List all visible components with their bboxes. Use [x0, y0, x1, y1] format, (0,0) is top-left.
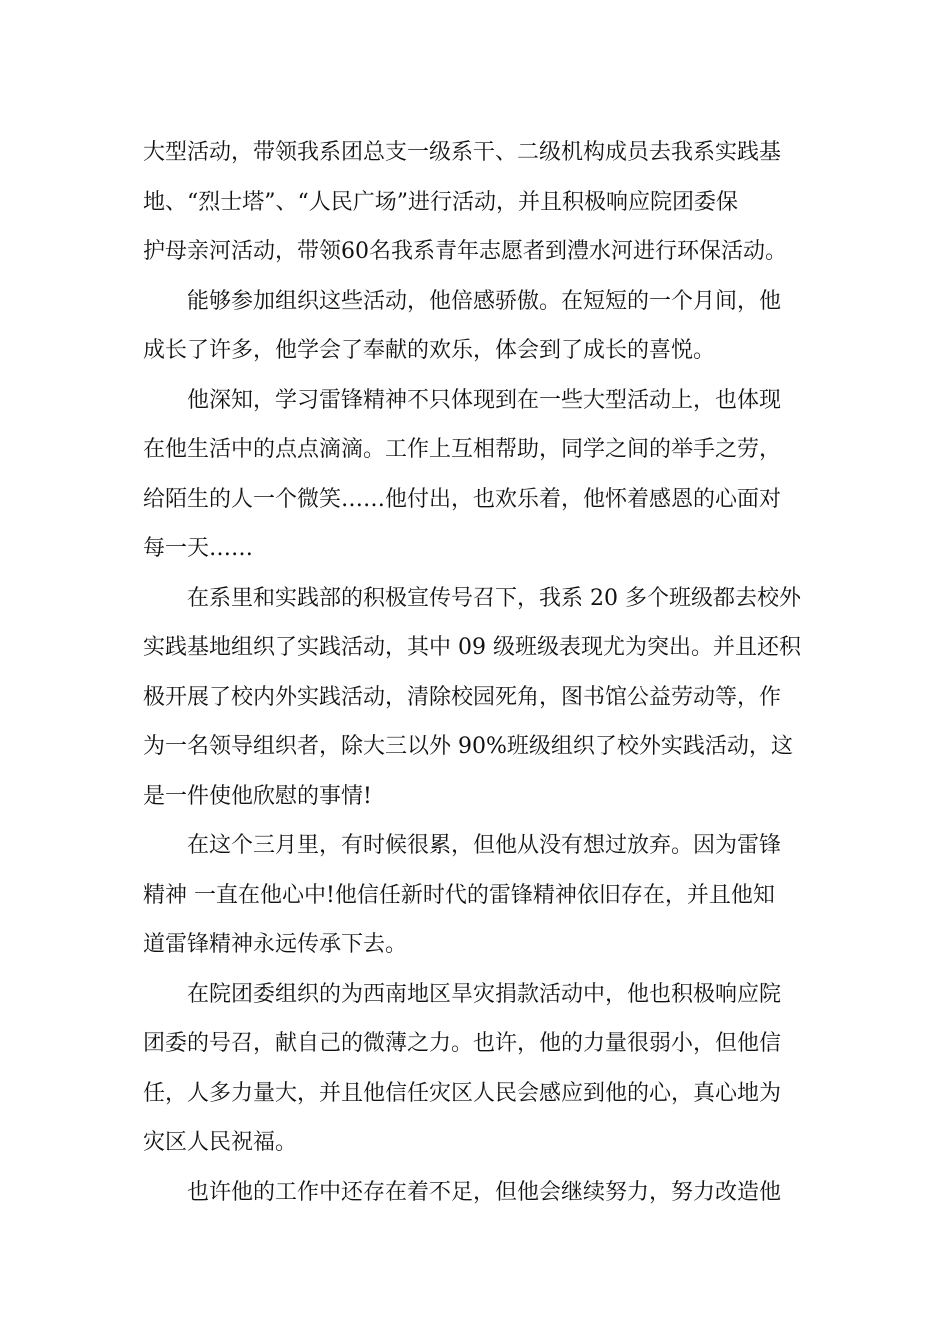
body-text: [143, 128, 809, 1217]
text-line: 道雷锋精神永远传承下去。: [143, 932, 408, 957]
text-line: 是一件使他欣慰的事情!: [143, 783, 372, 809]
text-line: 团委的号召，献自己的微薄之力。也许，他的力量很弱小，但他信: [143, 1031, 782, 1056]
text-line: 地、“烈士塔”、“人民广场”进行活动，并且积极响应院团委保: [143, 189, 738, 215]
text-line: 灾区人民祝福。: [143, 1130, 298, 1155]
text-line: 护母亲河活动，带领60名我系青年志愿者到澧水河进行环保活动。: [143, 239, 787, 264]
text-line: 精神 一直在他心中!他信任新时代的雷锋精神依旧存在，并且他知: [143, 882, 775, 908]
text-line: 在他生活中的点点滴滴。工作上互相帮助，同学之间的举手之劳，: [143, 437, 782, 462]
text-line: 为一名领导组织者，除大三以外 90%班级组织了校外实践活动，这: [143, 734, 793, 759]
text-line: 给陌生的人一个微笑……他付出，也欢乐着，他怀着感恩的心面对: [143, 486, 782, 512]
text-line: 大型活动，带领我系团总支一级系干、二级机构成员去我系实践基: [143, 140, 782, 165]
paragraph-first-line: 在这个三月里，有时候很累，但他从没有想过放弃。因为雷锋: [187, 833, 782, 858]
text-line: 实践基地组织了实践活动，其中 09 级班级表现尤为突出。并且还积: [143, 635, 801, 660]
text-line: 成长了许多，他学会了奉献的欢乐，体会到了成长的喜悦。: [143, 338, 716, 363]
paragraph-first-line: 他深知，学习雷锋精神不只体现到在一些大型活动上，也体现: [187, 387, 782, 413]
text-line: 每一天……: [143, 536, 254, 561]
text-line: 任，人多力量大，并且他信任灾区人民会感应到他的心，真心地为: [143, 1080, 782, 1106]
paragraph-first-line: 在院团委组织的为西南地区旱灾捐款活动中，他也积极响应院: [187, 981, 782, 1007]
paragraph-first-line: 也许他的工作中还存在着不足，但他会继续努力，努力改造他: [187, 1179, 782, 1205]
paragraph-first-line: 能够参加组织这些活动，他倍感骄傲。在短短的一个月间，他: [187, 288, 782, 314]
text-line: 极开展了校内外实践活动，清除校园死角，图书馆公益劳动等，作: [143, 684, 782, 710]
paragraph-first-line: 在系里和实践部的积极宣传号召下，我系 20 多个班级都去校外: [187, 585, 801, 611]
